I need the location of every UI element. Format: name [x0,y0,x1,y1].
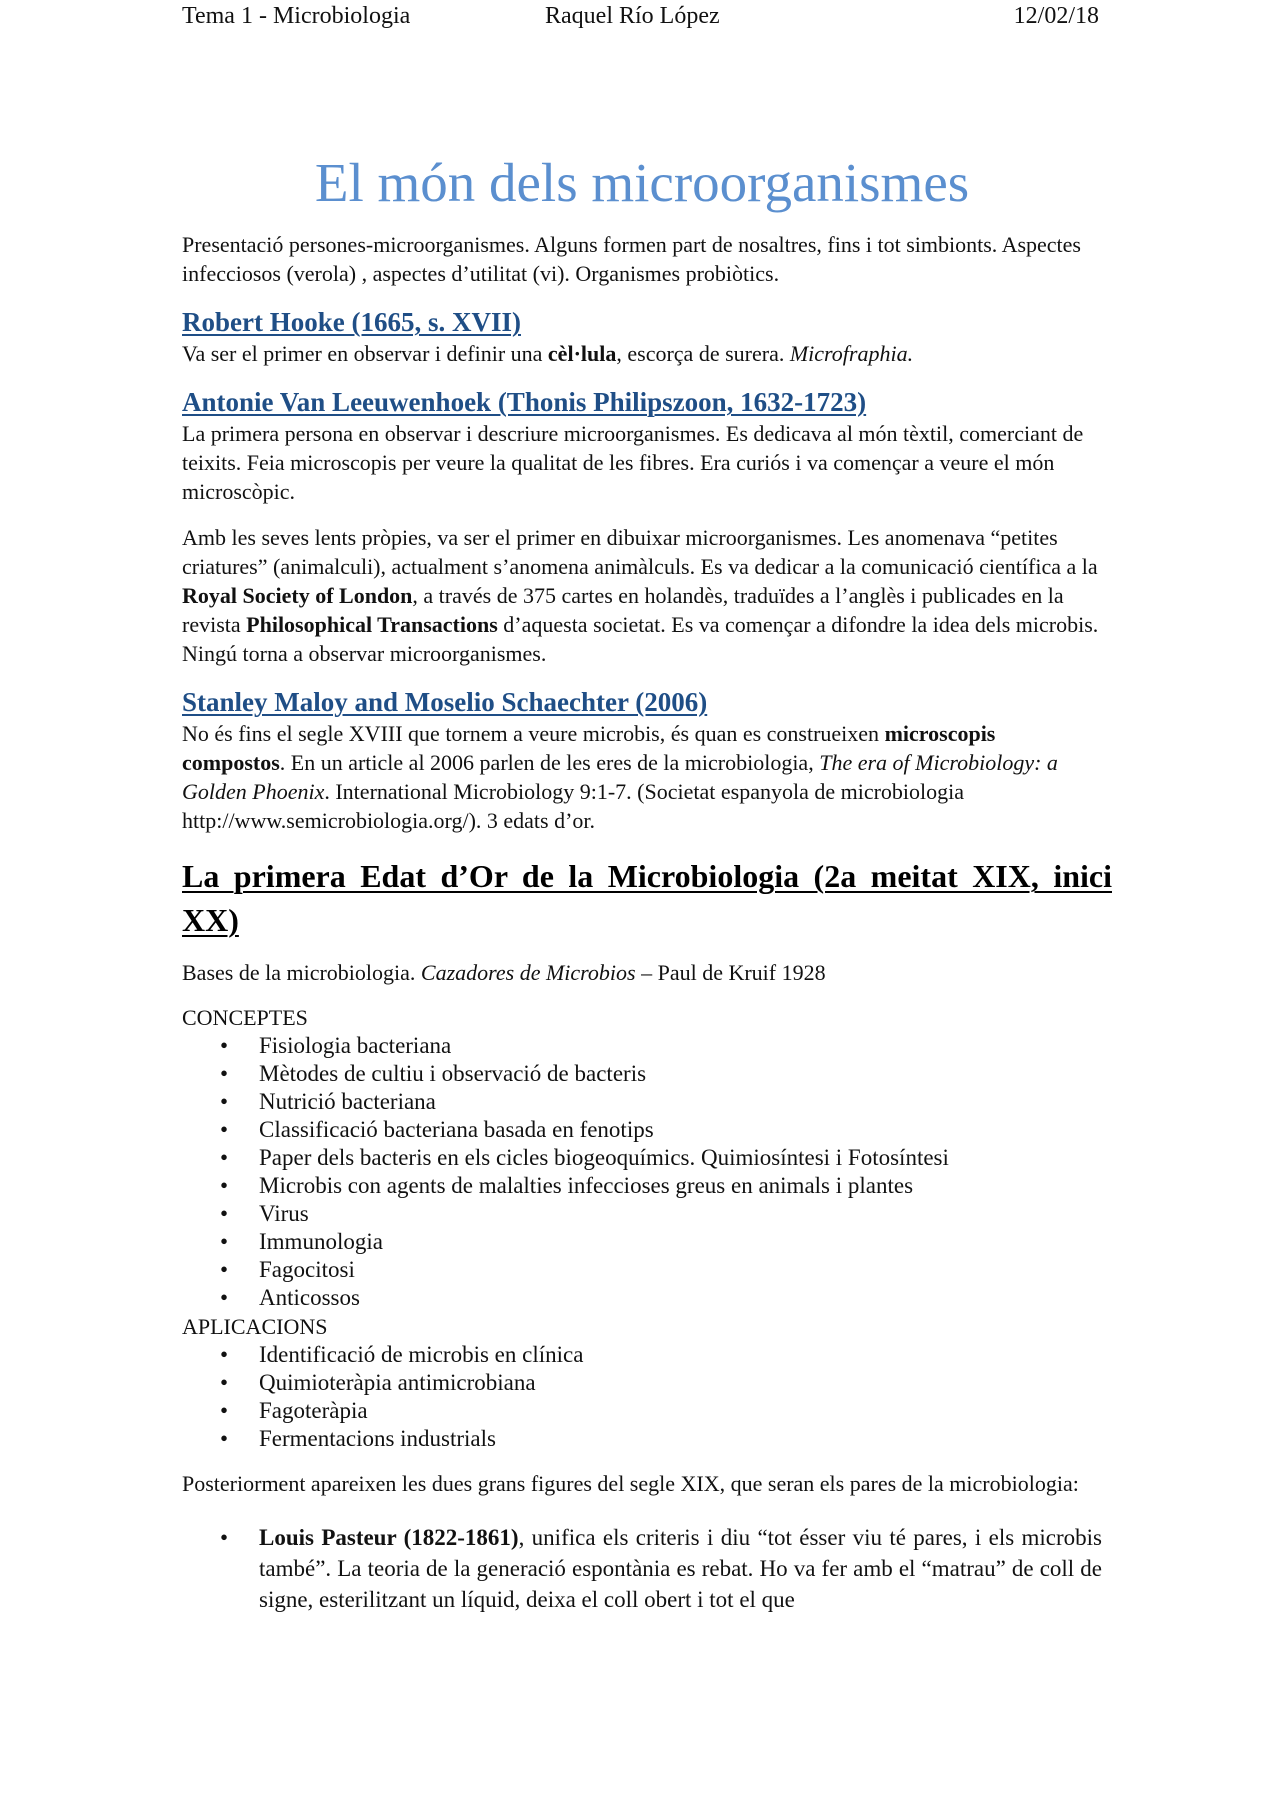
fathers-paragraph: Posteriorment apareixen les dues grans figures del segle XIX, que seran els pares de la microbiologia: [182,1471,1079,1496]
application-list-item: • Fagoteràpia [182,1397,1102,1425]
bases-paragraph: Bases de la microbiologia. Cazadores de Microbios – Paul de Kruif 1928 [182,960,826,985]
document-title: El món dels microorganismes [314,152,970,213]
application-list-item: • Quimioteràpia antimicrobiana [182,1369,1102,1397]
concept-list-item: • Anticossos [182,1284,1102,1312]
applications-list [182,1341,1102,1453]
document-body [182,148,1112,1615]
leeuwenhoek-paragraph-1: La primera persona en observar i descriure microorganismes. Es dedicava al món tèxtil, comerciant de teixits. Feia microscopis per veure la qualitat de les fibres. Era curiós i va començar a veure el món microscòpic. [182,421,1084,504]
header-date: 12/02/18 [1013,3,1099,29]
concepts-label: CONCEPTES [182,1005,308,1030]
concept-list-item: • Mètodes de cultiu i observació de bacteris [182,1060,1102,1088]
section-heading-maloy: Stanley Maloy and Moselio Schaechter (2006) [182,687,708,717]
applications-label: APLICACIONS [182,1314,328,1339]
concept-list-item: • Microbis con agents de malalties infeccioses greus en animals i plantes [182,1172,1102,1200]
fathers-list [182,1522,1102,1615]
application-list-item: • Identificació de microbis en clínica [182,1341,1102,1369]
concepts-list [182,1032,1102,1312]
section-heading-golden-age: La primera Edat d’Or de la Microbiologia (2a meitat XIX, inici XX) [182,858,1112,938]
application-list-item: • Fermentacions industrials [182,1425,1102,1453]
hooke-paragraph: Va ser el primer en observar i definir una cèl·lula, escorça de surera. Microfraphia. [182,341,914,366]
concept-list-item: • Immunologia [182,1228,1102,1256]
section-heading-hooke: Robert Hooke (1665, s. XVII) [182,307,521,337]
header-course: Tema 1 - Microbiologia [182,3,411,29]
intro-paragraph: Presentació persones-microorganismes. Alguns formen part de nosaltres, fins i tot simbionts. Aspectes infecciosos (verola) , aspectes d’utilitat (vi). Organismes probiòtics. [182,232,1081,286]
concept-list-item: • Fisiologia bacteriana [182,1032,1102,1060]
concept-list-item: • Paper dels bacteris en els cicles biogeoquímics. Quimiosíntesi i Fotosíntesi [182,1144,1102,1172]
concept-list-item: • Virus [182,1200,1102,1228]
concept-list-item: • Classificació bacteriana basada en fenotips [182,1116,1102,1144]
concept-list-item: • Fagocitosi [182,1256,1102,1284]
list-item-pasteur: • Louis Pasteur (1822-1861), unifica els criteris i diu “tot ésser viu té pares, i els microbis també”. La teoria de la generació espontània es rebat. Ho va fer amb el “matrau” de coll de signe, esterilitzant un líquid, deixa el coll obert i tot el que [182,1522,1102,1615]
maloy-paragraph: No és fins el segle XVIII que tornem a veure microbis, és quan es construeixen microscopis compostos. En un article al 2006 parlen de les eres de la microbiologia, The era of Microbiology: a Golden Phoenix. International Microbiology 9:1-7. (Societat espanyola de microbiologia http://www.semicrobiologia.org/). 3 edats d’or. [182,721,1058,833]
leeuwenhoek-paragraph-2: Amb les seves lents pròpies, va ser el primer en dibuixar microorganismes. Les anomenava “petites criatures” (animalculi), actualment s’anomena animàlculs. Es va dedicar a la comunicació científica a la Royal Society of London, a través de 375 cartes en holandès, traduïdes a l’anglès i publicades en la revista Philosophical Transactions d’aquesta societat. Es va començar a difondre la idea dels microbis. Ningú torna a observar microorganismes. [182,525,1099,666]
header-author: Raquel Río López [545,3,720,29]
section-heading-leeuwenhoek: Antonie Van Leeuwenhoek (Thonis Philipszoon, 1632-1723) [182,387,867,417]
concept-list-item: • Nutrició bacteriana [182,1088,1102,1116]
